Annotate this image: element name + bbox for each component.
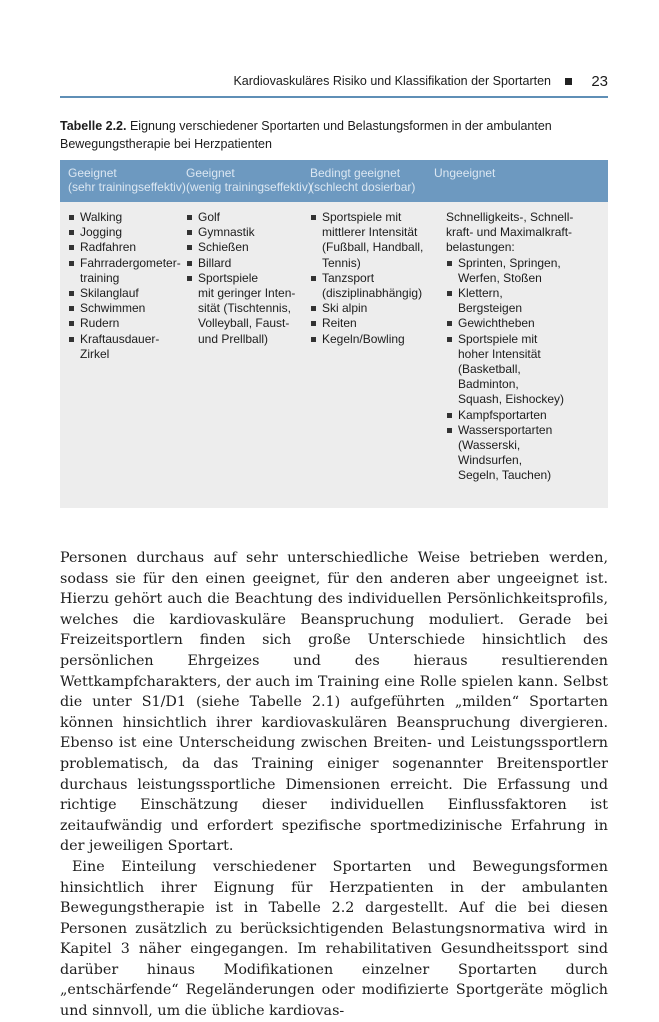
header-col-4: [434, 166, 495, 180]
table-list-item: [310, 286, 428, 301]
square-bullet-icon: [447, 428, 452, 433]
item-text: Jogging: [80, 225, 123, 240]
table-list-item: [68, 316, 178, 331]
table-list-item: [310, 240, 428, 255]
table-list-item: [434, 271, 606, 286]
table-header: [60, 160, 608, 202]
table-list-item: [434, 316, 606, 331]
caption-label: Tabelle 2.2.: [60, 119, 127, 133]
table-list-item: [434, 377, 606, 392]
table-list-item: [434, 392, 606, 407]
item-text: kraft- und Maximalkraft-: [446, 225, 573, 240]
table-list-item: [186, 256, 306, 271]
item-text: Tanzsport: [322, 270, 375, 285]
item-text: Squash, Eishockey): [458, 392, 565, 407]
table-list-item: [68, 240, 178, 255]
header-col-3: [310, 166, 415, 194]
item-text: Schwimmen: [80, 301, 146, 316]
square-bullet-icon: [187, 215, 192, 220]
item-text: Rudern: [80, 316, 120, 331]
item-text: Sportspiele: [198, 270, 259, 285]
item-text: Gewichtheben: [458, 316, 535, 331]
item-text: hoher Intensität: [458, 346, 541, 361]
header-title: Ungeeignet: [434, 166, 496, 180]
table-list-item: [434, 438, 606, 453]
square-bullet-icon: [187, 230, 192, 235]
header-col-2: [186, 166, 312, 194]
header-sub: (wenig trainingseffektiv): [186, 180, 312, 194]
header-sub: (schlecht dosierbar): [310, 180, 416, 194]
table-list-item: [310, 316, 428, 331]
table-list-item: [434, 286, 606, 301]
paragraph-2: Eine Einteilung verschiedener Sportarten und Bewegungsformen hinsichtlich ihrer Eignung für Herzpatienten in der ambulanten Bewegungstherapie ist in Tabelle 2.2 dargestellt. Auf die bei diesen Personen zusätzlich zu berücksichtigenden Belastungsnormativa wird in Kapitel 3 näher eingegangen. Im rehabilitativen Gesundheitssport sind darüber hinaus Modifikationen einzelner Sportarten durch „entschärfende“ Regeländerungen oder modifizierte Sportgeräte möglich und sinnvoll, um die übliche kardiovas-: [60, 858, 608, 1020]
table-list-item: [434, 210, 606, 225]
sports-table: [60, 160, 608, 508]
table-list-item: [68, 347, 178, 362]
table-list-item: [310, 256, 428, 271]
item-text: und Prellball): [198, 331, 269, 346]
item-text: Sportspiele mit: [322, 210, 402, 224]
item-text: Bergsteigen: [458, 301, 523, 316]
square-bullet-icon: [565, 78, 572, 85]
table-list-item: [186, 316, 306, 331]
item-text: (Fußball, Handball,: [322, 240, 424, 255]
item-text: Badminton,: [458, 377, 519, 392]
table-list-item: [68, 210, 178, 225]
item-text: (Basketball,: [458, 362, 521, 377]
item-text: Fahrradergometer-: [80, 255, 181, 270]
table-list-item: [310, 271, 428, 286]
square-bullet-icon: [69, 337, 74, 342]
square-bullet-icon: [69, 245, 74, 250]
table-caption: [60, 117, 608, 153]
item-text: mittlerer Intensität: [322, 225, 418, 240]
table-list-item: [434, 408, 606, 423]
item-text: Gymnastik: [198, 225, 255, 240]
square-bullet-icon: [447, 413, 452, 418]
table-list-item: [68, 255, 181, 271]
body-text: [60, 548, 608, 1022]
table-list-item: [186, 210, 306, 225]
item-text: Walking: [80, 210, 123, 224]
header-col-1: [68, 166, 186, 194]
table-list-item: [310, 210, 428, 225]
square-bullet-icon: [447, 261, 452, 266]
square-bullet-icon: [187, 245, 192, 250]
table-list-item: [186, 301, 306, 316]
table-list-item: [434, 362, 606, 377]
table-list-item: [434, 347, 606, 362]
item-text: Kegeln/Bowling: [322, 331, 405, 346]
column-less-effective: [186, 210, 306, 347]
item-text: Sportspiele mit: [458, 331, 538, 346]
square-bullet-icon: [311, 276, 316, 281]
item-text: (disziplinabhängig): [322, 286, 423, 301]
paragraph-1: Personen durchaus auf sehr unterschiedliche Weise betrieben werden, sodass sie für den einen geeignet, für den anderen aber ungeeignet ist. Hierzu gehört auch die Beachtung des individuellen Persönlichkeitsprofils, welches die kardiovaskuläre Beanspruchung moduliert. Gerade bei Freizeitsportlern finden sich große Unterschiede hinsichtlich des persönlichen Ehrgeizes und des hieraus resultierenden Wettkampfcharakters, der auch im Training eine Rolle spielen kann. Selbst die unter S1/D1 (siehe Tabelle 2.1) aufgeführten „milden“ Sportarten können hinsichtlich ihrer kardiovaskulären Beanspruchung divergieren. Ebenso ist eine Unterscheidung zwischen Breiten- und Leistungssportlern problematisch, da das Training einiger sogenannter Breitensportler durchaus leistungssportliche Dimensionen erreicht. Die Erfassung und richtige Einschätzung dieser individuellen Einflussfaktoren ist zeitaufwändig und erfordert spezifische sportmedizinische Erfahrung in der jeweiligen Sportart.: [60, 550, 608, 855]
item-text: Golf: [198, 210, 221, 224]
square-bullet-icon: [447, 321, 452, 326]
square-bullet-icon: [69, 215, 74, 220]
table-list-item: [68, 286, 178, 301]
square-bullet-icon: [69, 321, 74, 326]
table-list-item: [434, 256, 606, 271]
item-text: Reiten: [322, 316, 357, 331]
table-list-item: [186, 286, 306, 301]
item-text: Radfahren: [80, 240, 137, 255]
item-text: (Wasserski,: [458, 438, 521, 453]
table-list-item: [434, 453, 606, 468]
caption-text: Eignung verschiedener Sportarten und Belastungsformen in der ambulanten Bewegungstherapie bei Herzpatienten: [60, 119, 552, 151]
item-text: Billard: [198, 255, 232, 270]
item-text: Wassersportarten: [458, 422, 553, 437]
table-list-item: [434, 468, 606, 483]
header-sub: (sehr trainingseffektiv): [68, 180, 186, 194]
square-bullet-icon: [311, 215, 316, 220]
item-text: Tennis): [322, 255, 361, 270]
table-list-item: [68, 332, 178, 347]
item-text: sität (Tischtennis,: [198, 301, 291, 316]
square-bullet-icon: [311, 321, 316, 326]
square-bullet-icon: [69, 230, 74, 235]
item-text: Werfen, Stoßen: [458, 270, 542, 285]
square-bullet-icon: [69, 261, 74, 266]
table-list-item: [186, 240, 306, 255]
header-title: Geeignet: [68, 166, 117, 180]
item-text: mit geringer Inten-: [198, 286, 296, 301]
table-list-item: [434, 240, 606, 255]
table-list-item: [186, 332, 306, 347]
item-text: Kampfsportarten: [458, 407, 547, 422]
table-list-item: [186, 271, 306, 286]
item-text: Kraftausdauer-: [80, 331, 160, 346]
column-very-effective: [68, 210, 181, 362]
square-bullet-icon: [311, 337, 316, 342]
table-list-item: [434, 423, 606, 438]
table-list-item: [68, 301, 178, 316]
table-list-item: [186, 225, 306, 240]
table-list-item: [68, 271, 178, 286]
table-list-item: [434, 225, 606, 240]
header-title: Geeignet: [186, 166, 235, 180]
table-list-item: [310, 332, 428, 347]
square-bullet-icon: [69, 306, 74, 311]
square-bullet-icon: [447, 337, 452, 342]
item-text: Zirkel: [80, 346, 110, 361]
item-text: training: [80, 270, 120, 285]
table-list-item: [310, 225, 428, 240]
item-text: Schießen: [198, 240, 249, 255]
square-bullet-icon: [311, 306, 316, 311]
table-list-item: [434, 332, 606, 347]
item-text: Volleyball, Faust-: [198, 316, 290, 331]
square-bullet-icon: [69, 291, 74, 296]
item-text: Windsurfen,: [458, 453, 523, 468]
item-text: Segeln, Tauchen): [458, 468, 552, 483]
running-title: Kardiovaskuläres Risiko und Klassifikation der Sportarten: [233, 74, 551, 88]
item-text: belastungen:: [446, 240, 515, 255]
item-text: Ski alpin: [322, 301, 368, 316]
column-unsuitable: [434, 210, 606, 484]
table-list-item: [310, 301, 428, 316]
square-bullet-icon: [187, 261, 192, 266]
column-conditionally-suitable: [310, 210, 428, 347]
item-text: Klettern,: [458, 286, 503, 301]
table-list-item: [434, 301, 606, 316]
page-number: 23: [591, 72, 608, 90]
table-list-item: [68, 225, 178, 240]
header-title: Bedingt geeignet: [310, 166, 401, 180]
square-bullet-icon: [447, 291, 452, 296]
item-text: Skilanglauf: [80, 286, 139, 301]
item-text: Schnelligkeits-, Schnell-: [446, 210, 574, 224]
running-head: [60, 70, 608, 98]
square-bullet-icon: [187, 276, 192, 281]
item-text: Sprinten, Springen,: [458, 255, 561, 270]
